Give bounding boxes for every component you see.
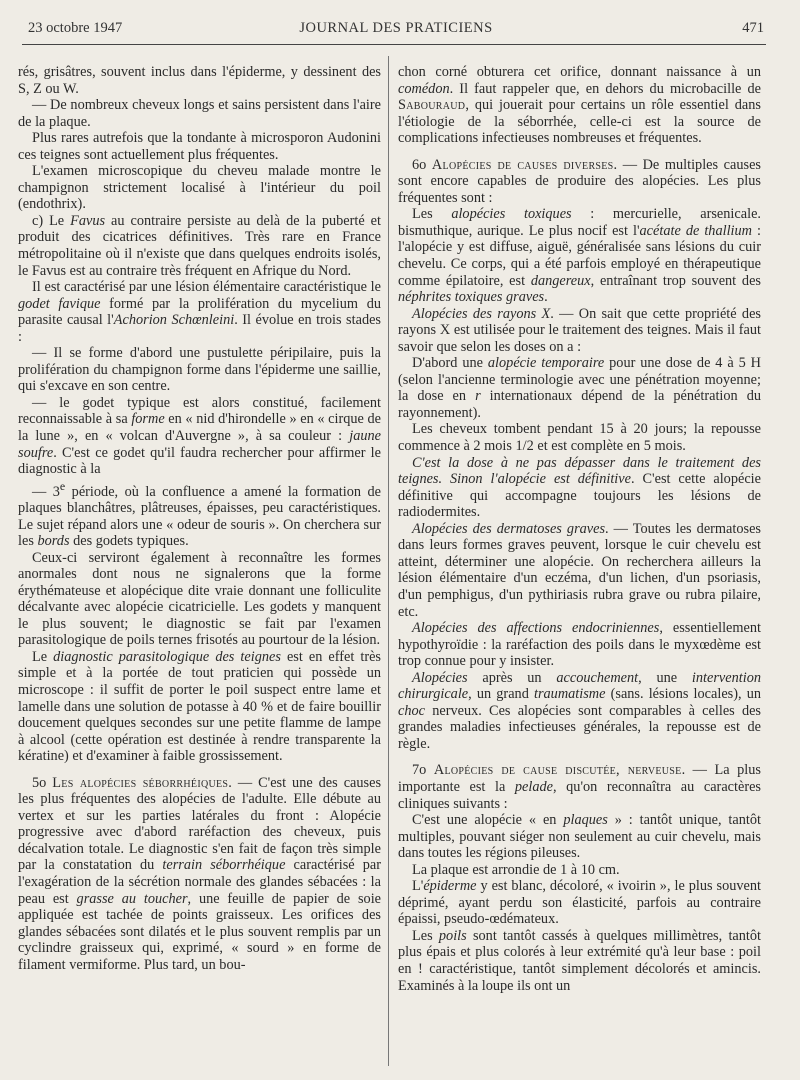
paragraph: Il est caractérisé par une lésion élémentaire caractéristique le godet favique formé par la prolifération du mycelium du parasite causal l'Achorion Schœnleini. Il évolue en trois stades : bbox=[18, 279, 381, 345]
paragraph: Plus rares autrefois que la tondante à microsporon Audonini ces teignes sont actuellement plus fréquentes. bbox=[18, 130, 381, 163]
section-heading-paragraph: 6o Alopécies de causes diverses. — De multiples causes sont encore capables de produire des alopécies. Les plus fréquentes sont : bbox=[398, 156, 761, 206]
paragraph: Les poils sont tantôt cassés à quelques millimètres, tantôt plus épais et plus colorés à leur extrémité qu'à leur base : poil en ! caractéristique, tantôt simplement décolorés et amincis. Examinés à la loupe ils ont un bbox=[398, 927, 762, 994]
paragraph: D'abord une alopécie temporaire pour une dose de 4 à 5 H (selon l'ancienne terminologie avec une pénétration moyenne; la dose en r internationaux dépend de la pénétration du rayonnement). bbox=[398, 355, 761, 421]
paragraph: chon corné obturera cet orifice, donnant naissance à un comédon. Il faut rappeler que, en dehors du microbacille de Sabouraud, qui jouerait pour certains un rôle essentiel dans l'étiologie de la séborrhée, celle-ci est la source de complications infectieuses nombreuses et fréquentes. bbox=[398, 64, 761, 147]
paragraph: Les cheveux tombent pendant 15 à 20 jours; la repousse commence à 2 mois 1/2 et est complète en 5 mois. bbox=[398, 421, 761, 455]
paragraph: La plaque est arrondie de 1 à 10 cm. bbox=[412, 861, 620, 878]
section-heading-paragraph: 5o Les alopécies séborrhéiques. — C'est une des causes les plus fréquentes des alopécies de l'adulte. Elle débute au vertex et sur les parties latérales du front : Alopécie progressive avec d'abord raréfaction des cheveux, puis décalvation totale. Le diagnostic s'en fait de façon très simple par la constatation du terrain séborrhéique caractérisé par l'exagération de la sécrétion normale des glandes sébacées : la peau est grasse au toucher, une feuille de papier de soie appliquée est tachée de points graisseux. Les orifices des glandes sébacées sont dilatés et le plus souvent remplis par un cyclindre graisseux qui, exprimé, « sourd » en forme de filament vermiforme. Plus tard, un bou- bbox=[18, 774, 382, 973]
page-header bbox=[28, 18, 764, 44]
paragraph: — De nombreux cheveux longs et sains persistent dans l'aire de la plaque. bbox=[18, 97, 381, 130]
paragraph: Ceux-ci serviront également à reconnaître les formes anormales dont nous ne signalerons que la forme érythémateuse et alopécique dite vraie donnant une folliculite décalvante avec alopécie cicatricielle. Les godets y manquent le plus souvent; le diagnostic se fait par l'examen parasitologique de poils ternes frisotés au pourtour de la lésion. bbox=[18, 549, 381, 649]
paragraph: C'est une alopécie « en plaques » : tantôt unique, tantôt multiples, pouvant siéger non seulement au cuir chevelu, mais dans toutes les régions pileuses. bbox=[398, 812, 761, 862]
header-date: 23 octobre 1947 bbox=[28, 20, 123, 36]
paragraph: rés, grisâtres, souvent inclus dans l'épiderme, y dessinent des S, Z ou W. bbox=[18, 64, 381, 97]
header-rule bbox=[22, 44, 766, 45]
paragraph: Alopécies des dermatoses graves. — Toutes les dermatoses dans leurs formes graves peuvent, lorsque le cuir chevelu est atteint, déterminer une alopécie. On recherchera ailleurs la lésion élémentaire d'un eczéma, d'un lichen, d'un psoriasis, d'un pemphigus, d'un pythiriasis rubra grave ou rubra pilaire, etc. bbox=[398, 520, 761, 620]
paragraph: — 3e période, où la confluence a amené la formation de plaques blanchâtres, plâtreuses, épaisses, peu caractéristiques. Le sujet répand alors une « odeur de souris ». On cherchera sur les bords des godets typiques. bbox=[18, 478, 381, 550]
paragraph: L'épiderme y est blanc, décoloré, « ivoirin », le plus souvent déprimé, ayant perdu son élasticité, parfois au contraire épaissi, pseudo-œdémateux. bbox=[398, 878, 761, 928]
paragraph: — le godet typique est alors constitué, facilement reconnaissable à sa forme en « nid d'hirondelle » en « cirque de la lune », en « volcan d'Auvergne », à sa couleur : jaune soufre. C'est ce godet qu'il faudra rechercher pour affirmer le diagnostic à la bbox=[18, 394, 381, 478]
left-column bbox=[18, 64, 381, 973]
paragraph: — Il se forme d'abord une pustulette péripilaire, puis la prolifération du champignon forme dans l'épiderme une saillie, qui s'excave en son centre. bbox=[18, 345, 381, 395]
paragraph: Les alopécies toxiques : mercurielle, arsenicale. bismuthique, aurique. Le plus nocif est l'acétate de thallium : l'alopécie y est diffuse, aiguë, généralisée sans lésions du cuir chevelu. Ce corps, qui a été parfois employé en thérapeutique comme épilatoire, est dangereux, entraînant trop souvent des néphrites toxiques graves. bbox=[398, 206, 761, 306]
paragraph: L'examen microscopique du cheveu malade montre le champignon strictement localisé à l'intérieur du poil (endothrix). bbox=[18, 163, 381, 213]
header-page-number: 471 bbox=[742, 20, 764, 36]
paragraph: Alopécies des rayons X. — On sait que cette propriété des rayons X est utilisée pour le traitement des teignes. Mais il faut savoir que selon les doses on a : bbox=[398, 305, 761, 355]
header-journal-title: JOURNAL DES PRATICIENS bbox=[299, 20, 493, 36]
paragraph: Alopécies des affections endocriniennes, essentiellement hypothyroïdie : la raréfaction des poils dans le myxœdème est trop connue pour y insister. bbox=[398, 620, 761, 670]
section-heading-paragraph: 7o Alopécies de cause discutée, nerveuse. — La plus importante est la pelade, qu'on reconnaîtra au caractères cliniques suivants : bbox=[398, 762, 761, 812]
paragraph: Le diagnostic parasitologique des teignes est en effet très simple et à la portée de tout praticien qui possède un microscope : il suffit de porter le poil suspect entre lame et lamelle dans une solution de potasse à 40 % et de faire bouillir doucement quelques secondes sur une petite flamme de lampe à alcool (cette opération est destinée à rendre transparente la kératine) et d'examiner à faible grossissement. bbox=[18, 648, 381, 765]
right-column bbox=[398, 64, 761, 994]
paragraph: c) Le Favus au contraire persiste au delà de la puberté et produit des cicatrices définitives. Très rare en France métropolitaine où il n'existe que dans quelques endroits isolés, le Favus est au contraire très fréquent en Afrique du Nord. bbox=[18, 212, 381, 279]
paragraph: C'est la dose à ne pas dépasser dans le traitement des teignes. Sinon l'alopécie est définitive. C'est cette alopécie définitive qui accompagne toujours les lésions de radiodermites. bbox=[398, 454, 761, 521]
paragraph: Alopécies après un accouchement, une intervention chirurgicale, un grand traumatisme (sans. lésions locales), un choc nerveux. Ces alopécies sont comparables à celles des grandes maladies infectieuses générales, la repousse est de règle. bbox=[398, 669, 762, 752]
